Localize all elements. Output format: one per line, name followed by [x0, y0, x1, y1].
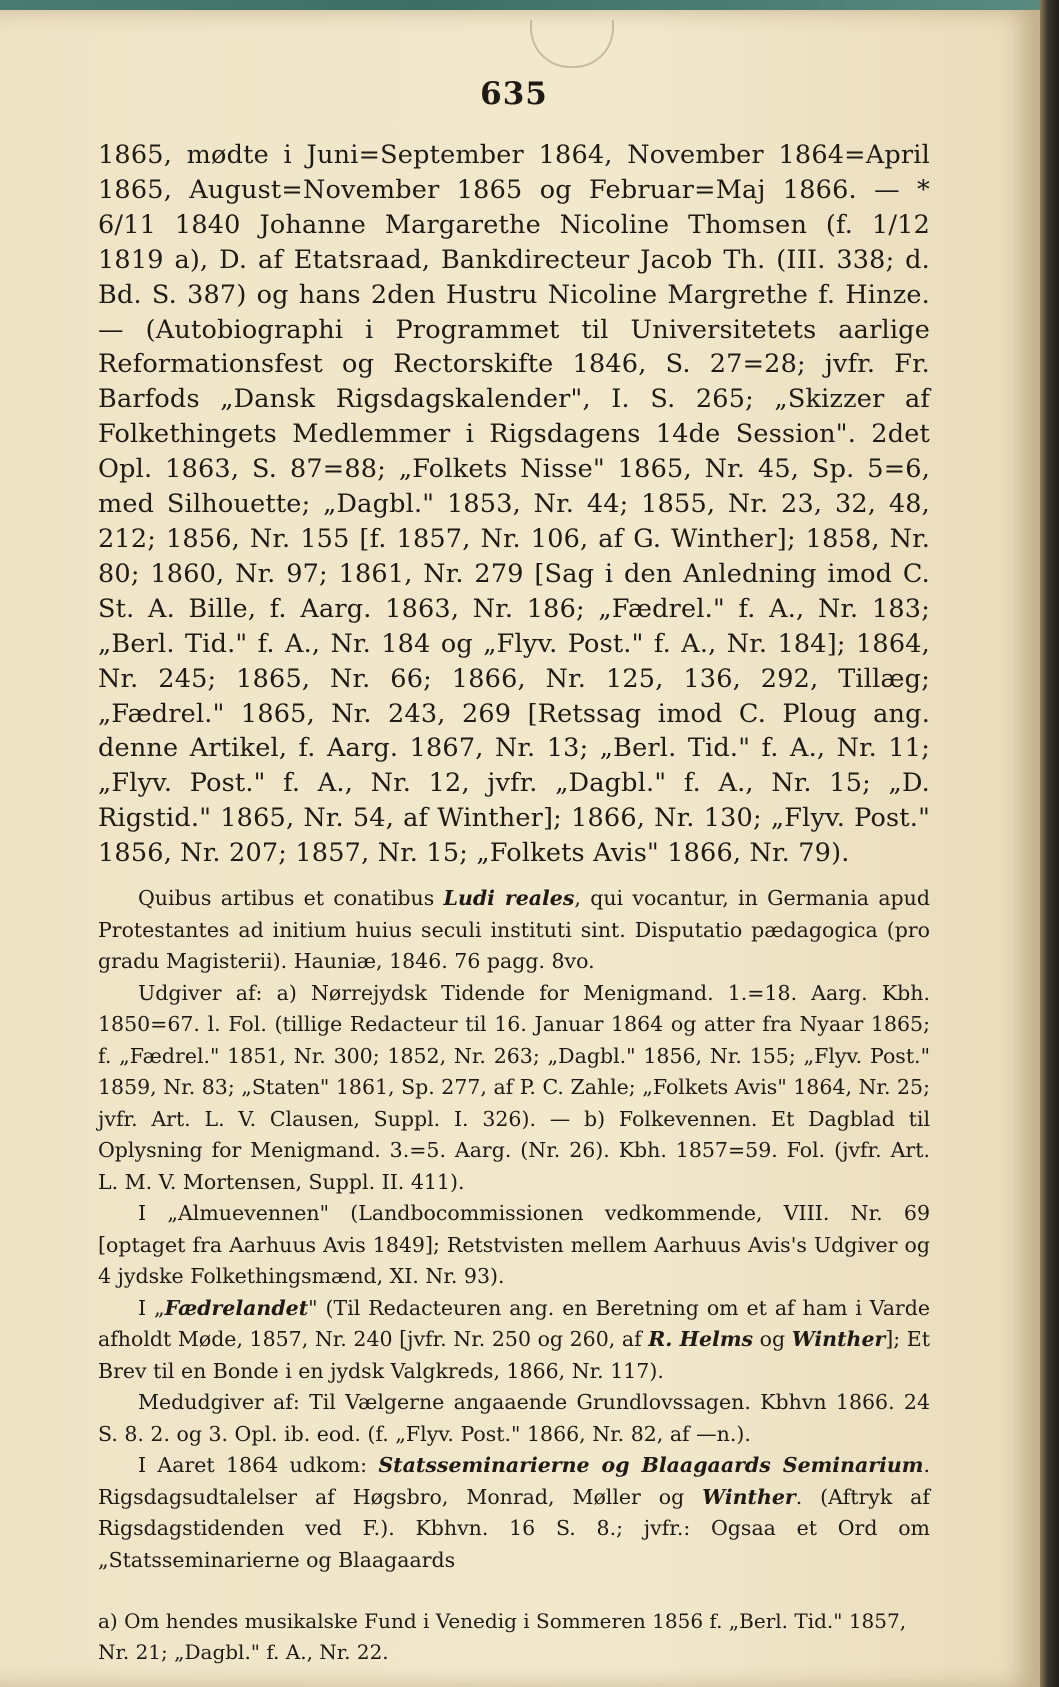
text-segment: " (Til Redacteuren ang. en Beretning om et af ham i Varde afholdt Møde, 1857, Nr. 240 [jvfr. Nr. 250 og 260, af	[98, 1295, 930, 1352]
text-segment: . Rigsdagsudtalelser af Høgsbro, Monrad, Møller og	[98, 1453, 930, 1509]
co-editor-entry: Medudgiver af: Til Vælgerne angaaende Grundlovssagen. Kbhvn 1866. 24 S. 8. 2. og 3. Opl. ib. eod. (f. „Flyv. Post." 1866, Nr. 82, af —n.).	[98, 1390, 930, 1446]
text-segment: . (Aftryk af Rigsdagstidenden ved F.). Kbhvn. 16 S. 8.; jvfr.: Ogsaa et Ord om „Statsseminarierne og Blaagaards	[98, 1484, 930, 1572]
almuevennen-entry: I „Almuevennen" (Landbocommissionen vedkommende, VIII. Nr. 69 [optaget fra Aarhuus Avis 1849]; Retstvisten mellem Aarhuus Avis's Udgiver og 4 jydske Folkethingsmænd, XI. Nr. 93).	[98, 1201, 930, 1289]
italic-name: Winther	[702, 1484, 796, 1509]
dissertation-entry	[98, 883, 930, 978]
page-number: 635	[480, 76, 548, 112]
page-text	[98, 60, 930, 1668]
editor-entry: Udgiver af: a) Nørrejydsk Tidende for Menigmand. 1.=18. Aarg. Kbh. 1850=67. l. Fol. (tillige Redacteur til 16. Januar 1864 og atter fra Nyaar 1865; f. „Fædrel." 1851, Nr. 300; 1852, Nr. 263; „Dagbl." 1856, Nr. 155; „Flyv. Post." 1859, Nr. 83; „Staten" 1861, Sp. 277, af P. C. Zahle; „Folkets Avis" 1864, Nr. 25; jvfr. Art. L. V. Clausen, Suppl. I. 326). — b) Folkevennen. Et Dagblad til Oplysning for Menigmand. 3.=5. Aarg. (Nr. 26). Kbh. 1857=59. Fol. (jvfr. Art. L. M. V. Mortensen, Suppl. II. 411).	[98, 980, 930, 1194]
text-segment: , qui vocantur, in Germania apud Protestantes ad initium huius seculi instituti sint. Disputatio pædagogica (pro gradu Magisterii). Hauniæ, 1846. 76 pagg. 8vo.	[98, 886, 930, 974]
text-segment: ]; Et Brev til en Bonde i en jydsk Valgkreds, 1866, Nr. 117).	[98, 1327, 930, 1383]
italic-title: Statsseminarierne og Blaagaards Seminarium	[378, 1453, 924, 1478]
text-segment: I „	[138, 1295, 165, 1320]
faedrelandet-entry	[98, 1293, 930, 1388]
text-segment: I Aaret 1864 udkom:	[138, 1453, 379, 1478]
text-segment: og	[753, 1327, 792, 1352]
biography-paragraph: 1865, mødte i Juni=September 1864, November 1864=April 1865, August=November 1865 og Februar=Maj 1866. — * 6/11 1840 Johanne Margarethe Nicoline Thomsen (f. 1/12 1819 a), D. af Etatsraad, Bankdirecteur Jacob Th. (III. 338; d. Bd. S. 387) og hans 2den Hustru Nicoline Margrethe f. Hinze. — (Autobiographi i Programmet til Universitetets aarlige Reformationsfest og Rectorskifte 1846, S. 27=28; jvfr. Fr. Barfods „Dansk Rigsdagskalender", I. S. 265; „Skizzer af Folkethingets Medlemmer i Rigsdagens 14de Session". 2det Opl. 1863, S. 87=88; „Folkets Nisse" 1865, Nr. 45, Sp. 5=6, med Silhouette; „Dagbl." 1853, Nr. 44; 1855, Nr. 23, 32, 48, 212; 1856, Nr. 155 [f. 1857, Nr. 106, af G. Winther]; 1858, Nr. 80; 1860, Nr. 97; 1861, Nr. 279 [Sag i den Anledning imod C. St. A. Bille, f. Aarg. 1863, Nr. 186; „Fædrel." f. A., Nr. 183; „Berl. Tid." f. A., Nr. 184 og „Flyv. Post." f. A., Nr. 184]; 1864, Nr. 245; 1865, Nr. 66; 1866, Nr. 125, 136, 292, Tillæg; „Fædrel." 1865, Nr. 243, 269 [Retssag imod C. Ploug ang. denne Artikel, f. Aarg. 1867, Nr. 13; „Berl. Tid." f. A., Nr. 11; „Flyv. Post." f. A., Nr. 12, jvfr. „Dagbl." f. A., Nr. 15; „D. Rigstid." 1865, Nr. 54, af Winther]; 1866, Nr. 130; „Flyv. Post." 1856, Nr. 207; 1857, Nr. 15; „Folkets Avis" 1866, Nr. 79).	[98, 140, 930, 869]
italic-name: R. Helms	[648, 1327, 754, 1352]
footnote: a) Om hendes musikalske Fund i Venedig i Sommeren 1856 f. „Berl. Tid." 1857, Nr. 21; „Dagbl." f. A., Nr. 22.	[98, 1609, 907, 1665]
text-segment: Quibus artibus et conatibus	[138, 886, 444, 911]
page-gutter-shadow	[1040, 0, 1059, 1687]
seminary-entry	[98, 1450, 930, 1576]
italic-name: Winther	[791, 1327, 886, 1352]
italic-title: Fædrelandet	[164, 1295, 309, 1320]
italic-title: Ludi reales	[443, 886, 575, 911]
